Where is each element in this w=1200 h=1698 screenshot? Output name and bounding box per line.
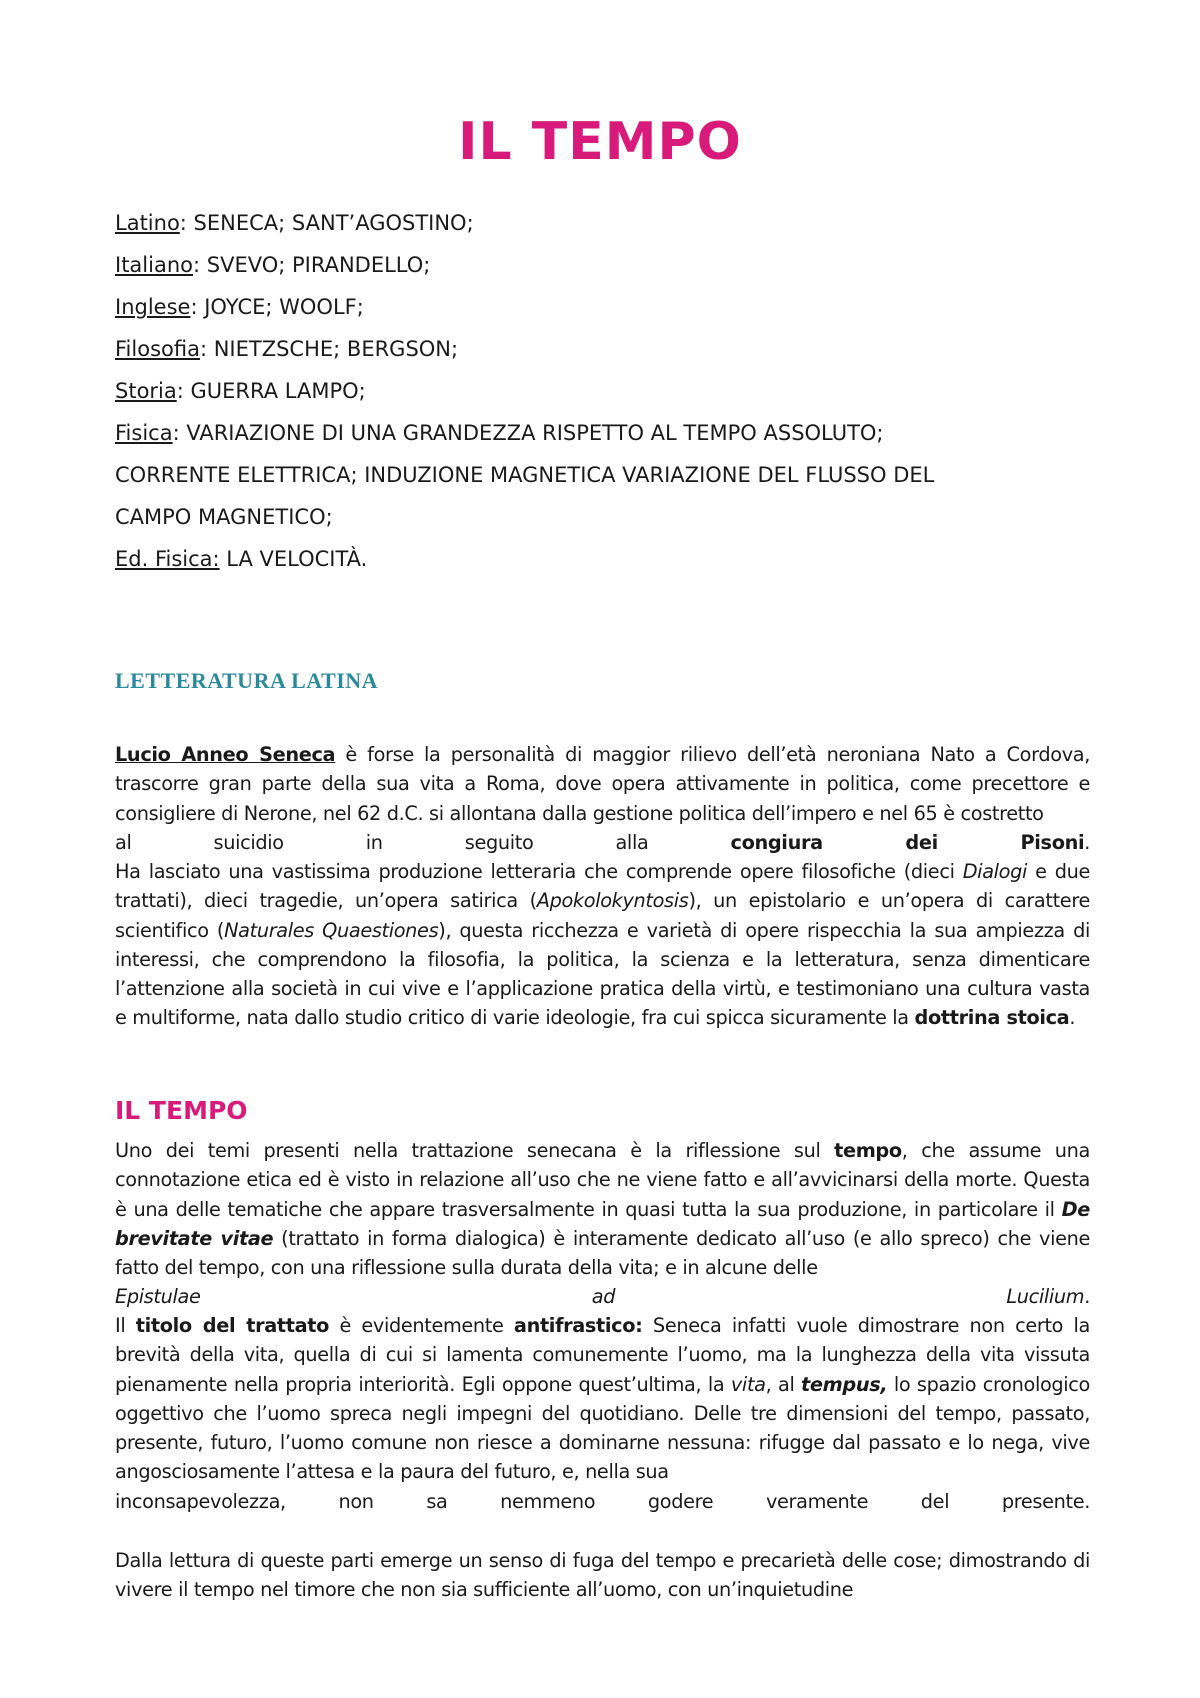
italic-run: vita	[730, 1372, 766, 1396]
page-title: IL TEMPO	[458, 112, 742, 172]
bold-run: antifrastico:	[513, 1314, 643, 1337]
subject-sep: :	[176, 379, 184, 403]
subject-latino	[115, 202, 1105, 244]
text-run: (trattato in forma dialogica) è interamente dedicato all’uso (e allo spreco) che viene fatto del tempo, con una riflessione sulla durata della vita; e in alcune delle	[115, 1226, 1090, 1280]
text-run: Uno dei temi presenti nella trattazione senecana è la riflessione sul	[115, 1139, 835, 1162]
subject-ed-fisica	[115, 538, 1105, 580]
subject-inglese	[115, 286, 1105, 328]
author-name: Lucio Anneo Seneca	[115, 743, 336, 766]
subject-label: Latino	[115, 211, 180, 235]
text-run: è forse la personalità di maggior rilievo dell’età neroniana Nato a Cordova, trascorre gran parte della sua vita a Roma, dove opera attivamente in politica, come precettore e consigliere di Nerone, nel 62 d.C. si allontana dalla gestione politica dell’impero e nel 65 è costretto	[115, 743, 1090, 825]
subject-sep: :	[199, 337, 208, 361]
justified-line	[115, 828, 1090, 857]
subject-filosofia	[115, 328, 1105, 370]
italic-run: Apokolokyntosis	[536, 889, 689, 913]
paragraph-seneca-bio	[115, 740, 1090, 857]
italic-run: Naturales Quaestiones	[224, 918, 439, 942]
text-run: Il	[115, 1314, 136, 1337]
bold-run: dottrina stoica	[914, 1006, 1070, 1030]
subject-text: GUERRA LAMPO;	[183, 379, 366, 403]
subject-sep: :	[193, 253, 201, 277]
subject-label: Fisica	[115, 421, 173, 445]
text-run: lo spazio cronologico oggettivo che l’uomo spreca negli impegni del quotidiano. Delle tre dimensioni del tempo, passato, presente, futuro, l’uomo comune non riesce a dominarne nessuna: rifugge dal passato e lo nega, vive angosciosamente l’attesa e la paura del futuro, e, nella sua	[115, 1372, 1090, 1484]
subject-fisica	[115, 412, 1105, 454]
subject-label: Italiano	[115, 253, 193, 277]
subject-text: LA VELOCITÀ.	[219, 547, 368, 571]
subjects-list	[115, 202, 1105, 580]
subject-text: VARIAZIONE DI UNA GRANDEZZA RISPETTO AL TEMPO ASSOLUTO;	[179, 421, 884, 445]
subject-sep: :	[179, 211, 187, 235]
justified-line	[115, 1487, 1090, 1516]
italic-run: Epistulae ad Lucilium	[115, 1285, 1085, 1309]
text-run: ), un epistolario e un’opera di carattere scientifico (	[115, 889, 1090, 942]
text-run: Dalla lettura di queste parti emerge un senso di fuga del tempo e precarietà delle cose; dimostrando di vivere il tempo nel timore che non sia sufficiente all’uomo, con un’inquietudine	[115, 1549, 1090, 1602]
subject-text: SVEVO; PIRANDELLO;	[200, 253, 431, 277]
fisica-continuation-line: CAMPO MAGNETICO;	[115, 505, 333, 529]
text-run: .	[1069, 1006, 1076, 1030]
fisica-continuation-line: CORRENTE ELETTRICA; INDUZIONE MAGNETICA VARIAZIONE DEL FLUSSO DEL	[115, 463, 935, 487]
subject-label: Filosofia	[115, 337, 200, 361]
justified-line	[115, 1282, 1090, 1311]
subject-italiano	[115, 244, 1105, 286]
subject-sep: :	[190, 295, 198, 319]
subject-text: SENECA; SANT’AGOSTINO;	[186, 211, 474, 235]
italic-run: Dialogi	[962, 860, 1028, 883]
paragraph-tempo-intro	[115, 1136, 1090, 1312]
text-run: , al	[765, 1372, 802, 1396]
subject-text: JOYCE; WOOLF;	[197, 295, 364, 319]
subject-text: NIETZSCHE; BERGSON;	[207, 337, 459, 361]
subject-label: Inglese	[115, 295, 191, 319]
paragraph-fuga-tempo	[115, 1546, 1090, 1605]
section-heading: LETTERATURA LATINA	[115, 668, 379, 693]
text-run: .	[1084, 1285, 1090, 1309]
bold-run: congiura dei Pisoni	[730, 830, 1085, 854]
text-run: .	[1084, 830, 1091, 854]
text-run: inconsapevolezza, non sa nemmeno godere veramente del presente.	[115, 1489, 1090, 1513]
bold-italic-run: tempus,	[801, 1372, 888, 1396]
sub-heading: IL TEMPO	[115, 1096, 248, 1125]
text-run: è evidentemente	[329, 1314, 514, 1337]
text-run: e due trattati), dieci tragedie, un’opera satirica (	[115, 860, 1091, 913]
bold-italic-run: De brevitate vitae	[115, 1197, 1090, 1250]
bold-run: titolo del trattato	[135, 1314, 330, 1337]
bold-run: tempo	[834, 1139, 902, 1162]
subject-sep: :	[172, 421, 180, 445]
text-run: , che assume una connotazione etica ed è visto in relazione all’uso che ne viene fatto e all’avvicinarsi della morte. Questa è una delle tematiche che appare trasversalmente in quasi tutta la sua produzione, in particolare il	[115, 1139, 1090, 1221]
subject-storia	[115, 370, 1105, 412]
text-run: Ha lasciato una vastissima produzione letteraria che comprende opere filosofiche (dieci	[115, 860, 963, 883]
subject-label: Ed. Fisica:	[115, 547, 220, 571]
paragraph-titolo-trattato	[115, 1311, 1090, 1516]
text-run: al suicidio in seguito alla	[115, 830, 731, 854]
text-run: ), questa ricchezza e varietà di opere rispecchia la sua ampiezza di interessi, che comprendono la filosofia, la politica, la scienza e la letteratura, senza dimenticare l’attenzione alla società in cui vive e l’applicazione pratica della virtù, e testimoniano una cultura vasta e multiforme, nata dallo studio critico di varie ideologie, fra cui spicca sicuramente la	[115, 918, 1090, 1030]
subject-label: Storia	[115, 379, 177, 403]
text-run: Seneca infatti vuole dimostrare non certo la brevità della vita, quella di cui si lamenta comunemente l’uomo, ma la lunghezza della vita vissuta pienamente nella propria interiorità. Egli oppone quest’ultima, la	[115, 1314, 1091, 1396]
paragraph-seneca-works	[115, 857, 1090, 1033]
